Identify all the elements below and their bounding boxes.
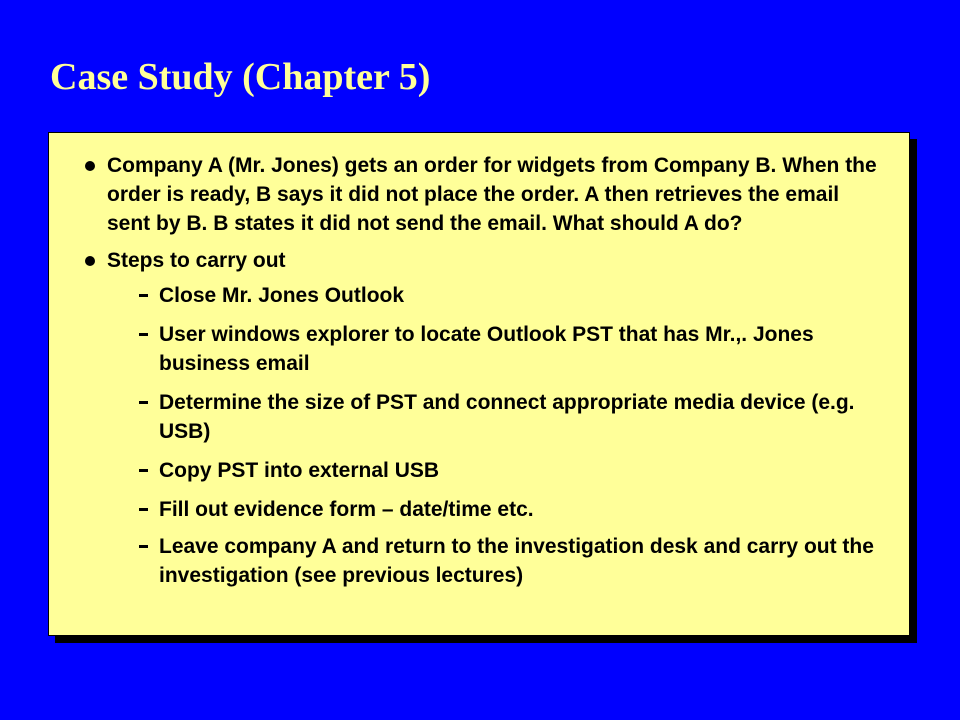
sub-item-copy-pst bbox=[49, 456, 909, 485]
dash-bullet-icon bbox=[139, 545, 148, 548]
sub-item-leave-company bbox=[49, 532, 909, 590]
slide-title: Case Study (Chapter 5) bbox=[50, 56, 431, 98]
bullet-item-steps bbox=[49, 246, 909, 275]
bullet-item-scenario bbox=[49, 151, 909, 238]
bullet-text: Steps to carry out bbox=[107, 249, 286, 272]
sub-item-close-outlook bbox=[49, 281, 909, 310]
sub-item-text: Fill out evidence form – date/time etc. bbox=[159, 498, 534, 521]
sub-item-text: Leave company A and return to the investigation desk and carry out the investigation (see previous lectures) bbox=[159, 535, 874, 587]
sub-item-text: Copy PST into external USB bbox=[159, 459, 440, 482]
sub-item-text: Determine the size of PST and connect appropriate media device (e.g. USB) bbox=[159, 391, 855, 443]
sub-item-text: User windows explorer to locate Outlook PST that has Mr.,. Jones business email bbox=[159, 323, 814, 375]
bullet-text: Company A (Mr. Jones) gets an order for widgets from Company B. When the order is ready, B says it did not place the order. A then retrieves the email sent by B. B states it did not send the email. What should A do? bbox=[107, 154, 877, 235]
dash-bullet-icon bbox=[139, 401, 148, 404]
bullet-dot-icon bbox=[85, 256, 95, 266]
sub-item-text: Close Mr. Jones Outlook bbox=[159, 284, 405, 307]
dash-bullet-icon bbox=[139, 508, 148, 511]
sub-item-evidence-form bbox=[49, 495, 909, 524]
dash-bullet-icon bbox=[139, 294, 148, 297]
bullet-list bbox=[49, 133, 909, 590]
dash-bullet-icon bbox=[139, 469, 148, 472]
bullet-dot-icon bbox=[85, 161, 95, 171]
content-box bbox=[48, 132, 910, 636]
sub-item-locate-pst bbox=[49, 320, 909, 378]
sub-item-determine-size bbox=[49, 388, 909, 446]
dash-bullet-icon bbox=[139, 333, 148, 336]
